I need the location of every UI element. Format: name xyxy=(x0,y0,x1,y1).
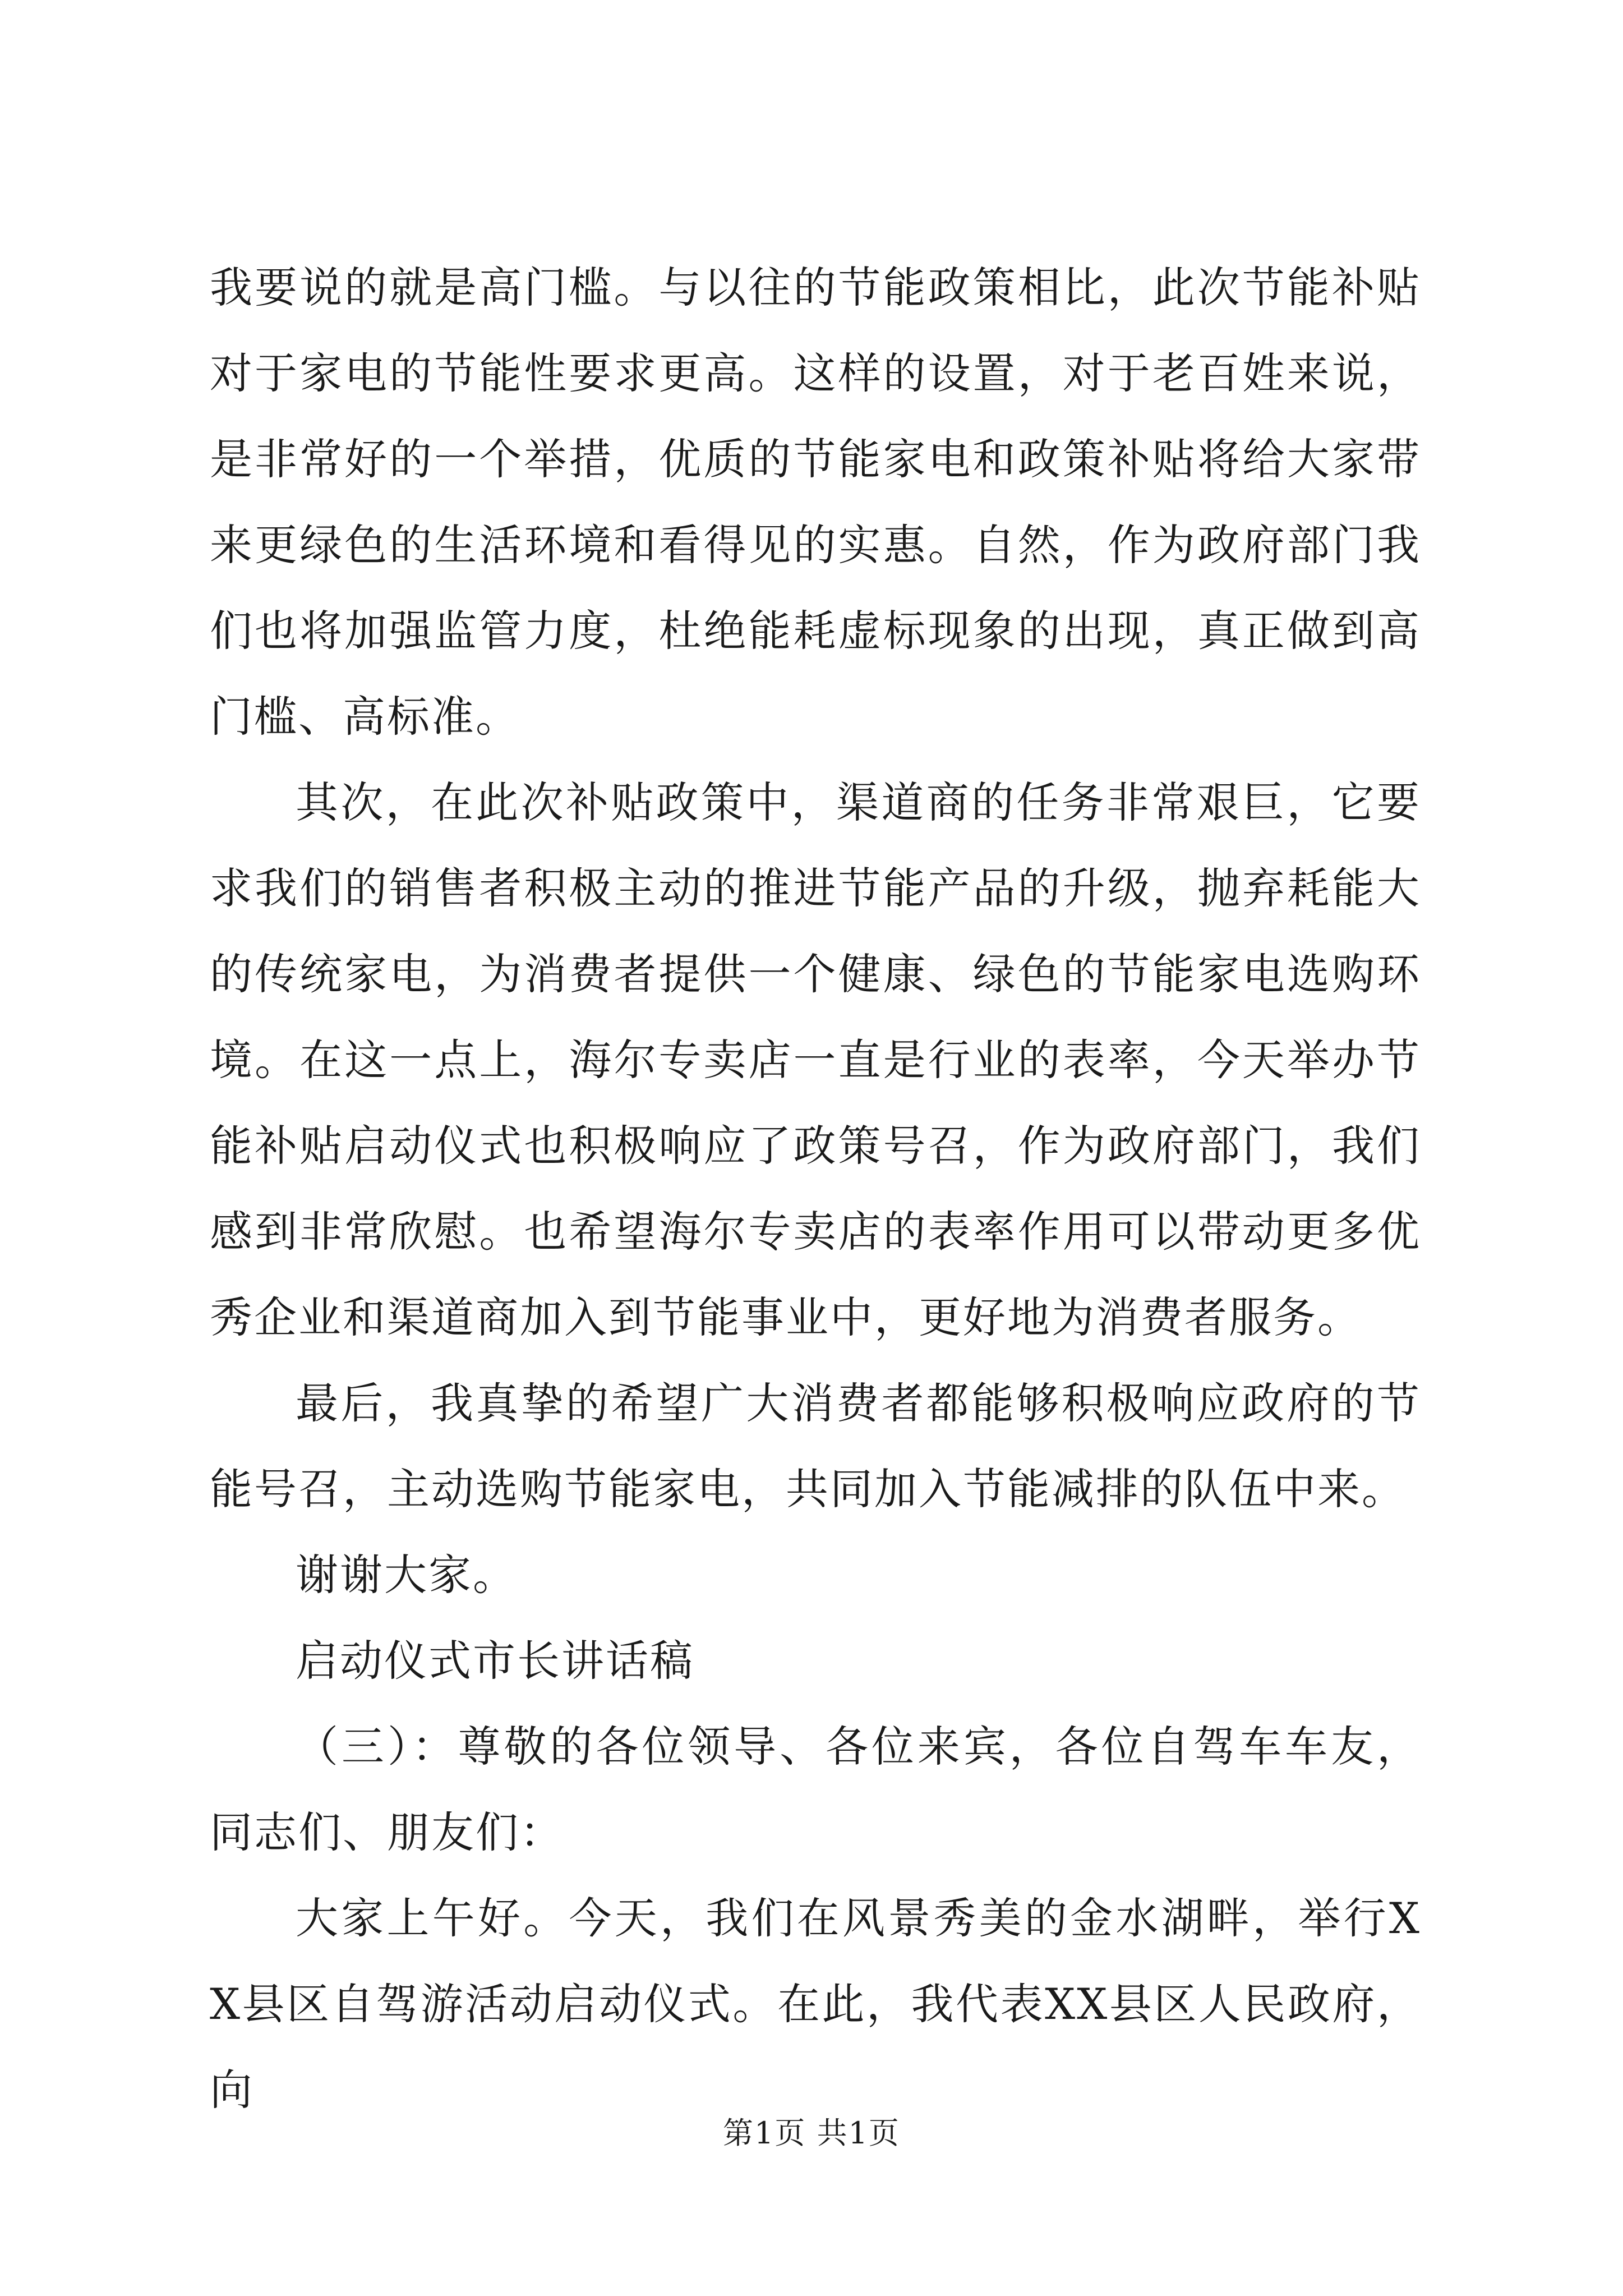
paragraph-thanks: 谢谢大家。 xyxy=(296,1550,517,1600)
section-heading: 启动仪式市长讲话稿 xyxy=(296,1636,694,1686)
paragraph-salutation: （三）：尊敬的各位领导、各位来宾，各位自驾车车友，同志们、朋友们： xyxy=(210,1722,1421,1857)
paragraph-high-threshold: 我要说的就是高门槛。与以往的节能政策相比，此次节能补贴对于家电的节能性要求更高。这样的设置，对于老百姓来说，是非常好的一个举措，优质的节能家电和政策补贴将给大家带来更绿色的生活环境和看得见的实惠。自然，作为政府部门我们也将加强监管力度，杜绝能耗虚标现象的出现，真正做到高门槛、高标准。 xyxy=(210,263,1421,742)
page-footer: 第1页 共1页 xyxy=(723,2115,900,2151)
paragraph-greeting: 大家上午好。今天，我们在风景秀美的金水湖畔，举行XX县区自驾游活动启动仪式。在此，我代表XX县区人民政府，向 xyxy=(210,1893,1421,2115)
document-body xyxy=(210,245,1421,2133)
paragraph-closing-appeal: 最后，我真挚的希望广大消费者都能够积极响应政府的节能号召，主动选购节能家电，共同加入节能减排的队伍中来。 xyxy=(210,1378,1421,1514)
paragraph-channel-dealers: 其次，在此次补贴政策中，渠道商的任务非常艰巨，它要求我们的销售者积极主动的推进节能产品的升级，抛弃耗能大的传统家电，为消费者提供一个健康、绿色的节能家电选购环境。在这一点上，海尔专卖店一直是行业的表率，今天举办节能补贴启动仪式也积极响应了政策号召，作为政府部门，我们感到非常欣慰。也希望海尔专卖店的表率作用可以带动更多优秀企业和渠道商加入到节能事业中，更好地为消费者服务。 xyxy=(210,777,1421,1342)
